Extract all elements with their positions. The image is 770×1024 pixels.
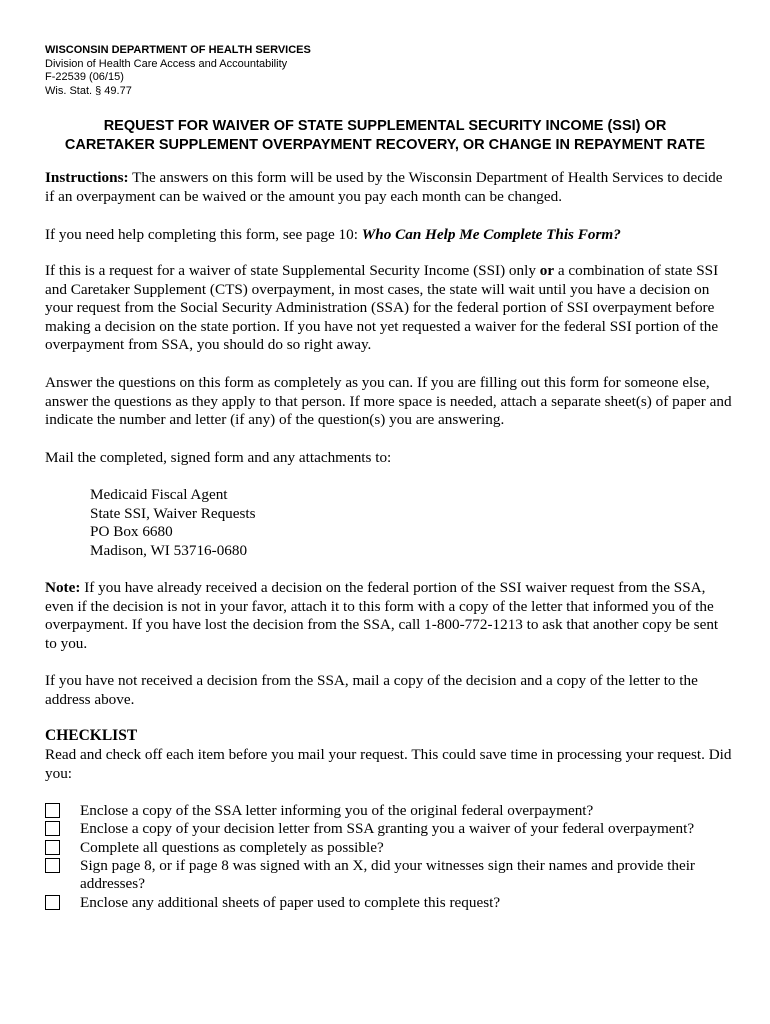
note-label: Note: — [45, 579, 81, 596]
form-title — [20, 117, 750, 155]
checklist-checkbox-5[interactable] — [45, 895, 60, 910]
title-line-2: CARETAKER SUPPLEMENT OVERPAYMENT RECOVERY, OR CHANGE IN REPAYMENT RATE — [64, 137, 706, 153]
address-line-4: Madison, WI 53716-0680 — [90, 541, 248, 559]
help-paragraph — [45, 226, 733, 245]
checklist-checkbox-1[interactable] — [45, 803, 60, 818]
address-line-1: Medicaid Fiscal Agent — [90, 486, 228, 503]
address-line-2: State SSI, Waiver Requests — [90, 504, 256, 522]
checklist-checkbox-3[interactable] — [45, 840, 60, 855]
waiver-text-2: a combination of state SSI and Caretaker Supplement (CTS) overpayment, in most cases, the state will wait until you have a decision on your request from the Social Security Administration (SSA) for the federal portion of SSI overpayment before making a decision on the state portion. If you have not yet requested a waiver for the federal SSI portion of the overpayment from SSA, you should do so right away. — [45, 262, 719, 354]
checklist-heading: CHECKLIST — [45, 727, 138, 744]
form-number: F-22539 (06/15) — [45, 71, 124, 83]
help-link[interactable]: Who Can Help Me Complete This Form? — [361, 226, 621, 243]
statute-reference: Wis. Stat. § 49.77 — [45, 84, 132, 97]
checklist-checkbox-2[interactable] — [45, 821, 60, 836]
checklist-item-text: Complete all questions as completely as possible? — [80, 839, 384, 856]
help-text: If you need help completing this form, see page 10: — [45, 226, 362, 243]
checklist-intro: Read and check off each item before you mail your request. This could save time in processing your request. Did you: — [45, 746, 732, 782]
instructions-label: Instructions: — [45, 169, 129, 186]
waiver-text-1: If this is a request for a waiver of state Supplemental Security Income (SSI) only — [45, 262, 540, 279]
instructions-text: The answers on this form will be used by the Wisconsin Department of Health Services to decide if an overpayment can be waived or the amount you pay each month can be changed. — [45, 169, 723, 205]
instructions-paragraph — [45, 169, 733, 206]
checklist-item-text: Enclose a copy of the SSA letter informing you of the original federal overpayment? — [80, 802, 594, 819]
address-line-3: PO Box 6680 — [90, 523, 173, 541]
mailing-address — [90, 486, 256, 560]
title-line-1: REQUEST FOR WAIVER OF STATE SUPPLEMENTAL SECURITY INCOME (SSI) OR — [103, 118, 667, 134]
division-name: Division of Health Care Access and Accountability — [45, 57, 288, 70]
waiver-paragraph — [45, 262, 733, 355]
checklist-item-text: Enclose any additional sheets of paper used to complete this request? — [80, 894, 501, 911]
form-header — [45, 44, 311, 98]
waiver-or-bold: or — [539, 262, 555, 279]
not-received-paragraph: If you have not received a decision from the SSA, mail a copy of the decision and a copy of the letter to the address above. — [45, 672, 698, 708]
department-name: WISCONSIN DEPARTMENT OF HEALTH SERVICES — [45, 44, 311, 56]
checklist-checkbox-4[interactable] — [45, 858, 60, 873]
mail-paragraph: Mail the completed, signed form and any attachments to: — [45, 449, 392, 466]
note-text: If you have already received a decision on the federal portion of the SSI waiver request from the SSA, even if the decision is not in your favor, attach it to this form with a copy of the letter that informed you of the overpayment. If you have lost the decision from the SSA, call 1-800-772-1213 to ask that another copy be sent to you. — [45, 579, 719, 652]
note-paragraph — [45, 579, 733, 653]
answer-paragraph: Answer the questions on this form as completely as you can. If you are filling out this form for someone else, answer the questions as they apply to that person. If more space is needed, attach a separate sheet(s) of paper and indicate the number and letter (if any) of the question(s) you are answering. — [45, 374, 732, 429]
checklist-item-text: Enclose a copy of your decision letter from SSA granting you a waiver of your federal overpayment? — [80, 820, 695, 837]
checklist-item-text: Sign page 8, or if page 8 was signed with an X, did your witnesses sign their names and provide their addresses? — [80, 857, 695, 893]
